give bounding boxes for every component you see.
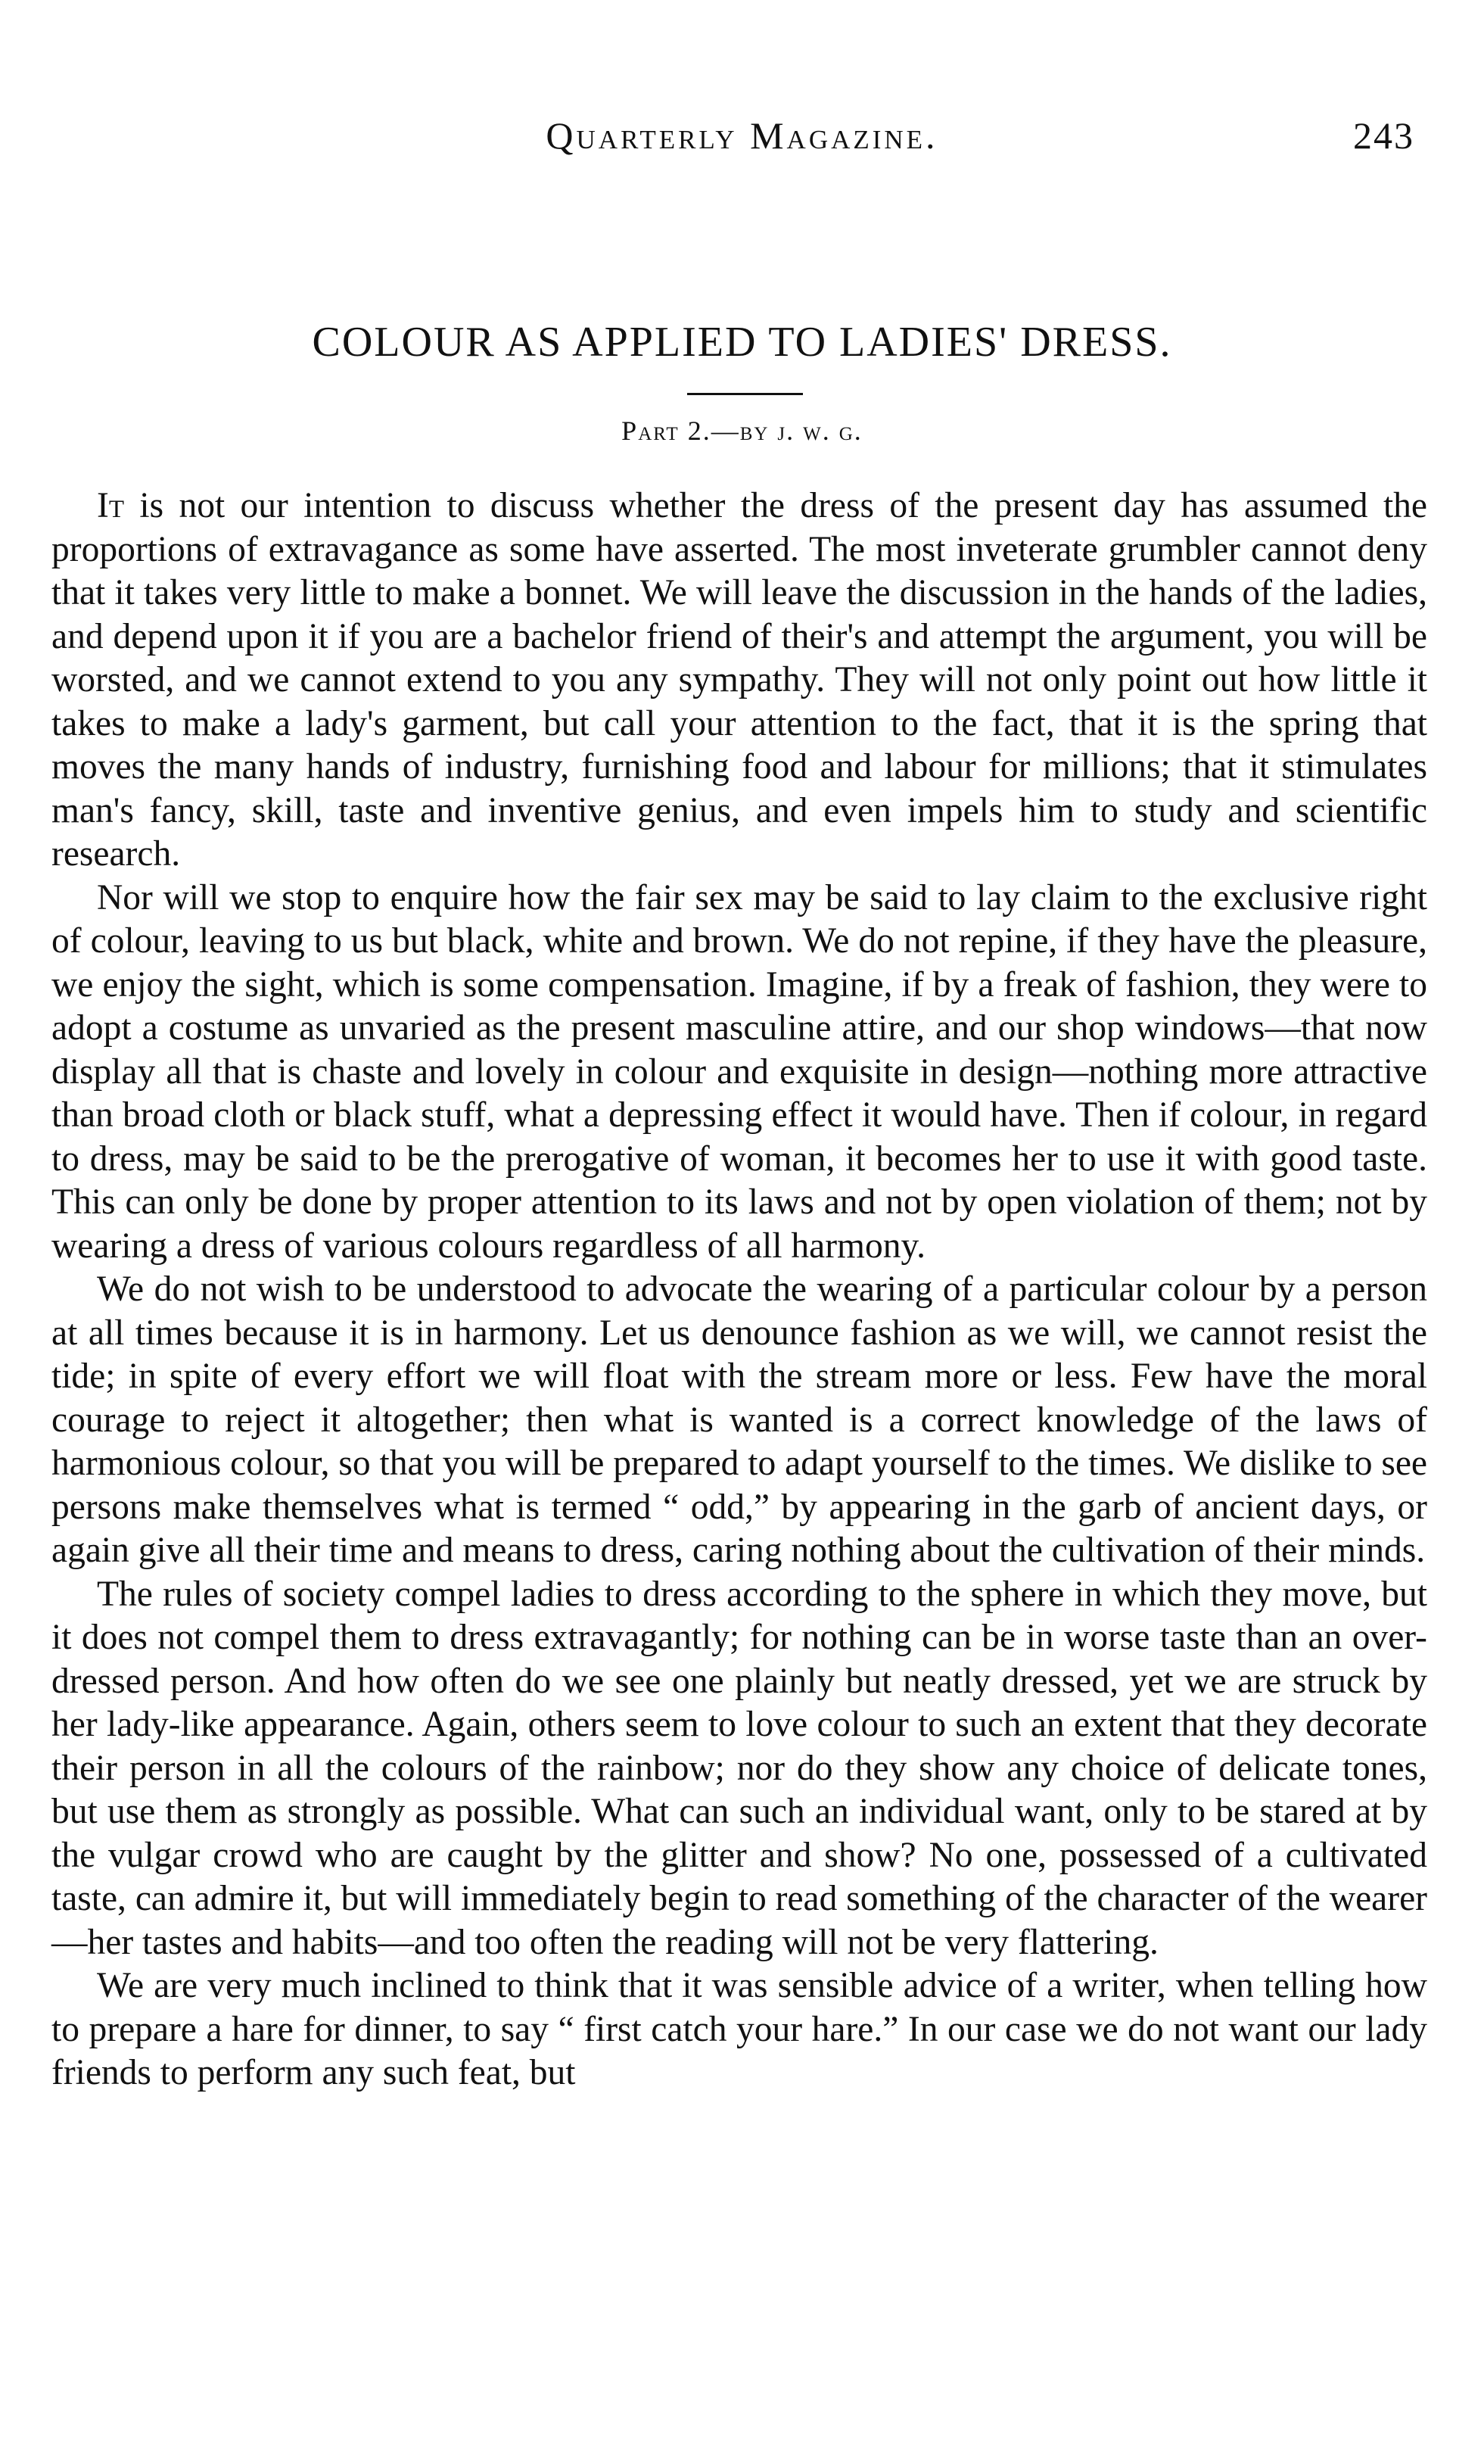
title-rule <box>687 393 803 395</box>
paragraph-3 <box>51 1268 1427 1573</box>
paragraph-1 <box>51 484 1427 877</box>
paragraph-lead: It <box>97 486 124 525</box>
paragraph-4 <box>51 1573 1427 1965</box>
paragraph-text: We do not wish to be understood to advocate the wearing of a particular colour by a person at all times because it is in harmony. Let us denounce fashion as we will, we cannot resist the tide; in spite of every effort we will float with the stream more or less. Few have the moral courage to reject it altogether; then what is wanted is a correct knowledge of the laws of harmonious colour, so that you will be prepared to adapt yourself to the times. We dislike to see persons make themselves what is termed “ odd,” by appearing in the garb of ancient days, or again give all their time and means to dress, caring nothing about the cultivation of their minds. <box>51 1269 1427 1570</box>
byline: Part 2.—by j. w. g. <box>621 416 863 446</box>
paragraph-text: We are very much inclined to think that it was sensible advice of a writer, when telling how to prepare a hare for dinner, to say “ first catch your hare.” In our case we do not want our lady friends to perform any such feat, but <box>51 1966 1427 2092</box>
article-title: COLOUR AS APPLIED TO LADIES' DRESS. <box>312 319 1172 366</box>
running-head <box>0 114 1484 167</box>
paragraph-2 <box>51 877 1427 1269</box>
paragraph-text: The rules of society compel ladies to dress according to the sphere in which they move, but it does not compel them to dress extravagantly; for nothing can be in worse taste than an over-dressed person. And how often do we see one plainly but neatly dressed, yet we are struck by her lady-like appearance. Again, others seem to love colour to such an extent that they decorate their person in all the colours of the rainbow; nor do they show any choice of delicate tones, but use them as strongly as possible. What can such an individual want, only to be stared at by the vulgar crowd who are caught by the glitter and show? No one, possessed of a cultivated taste, can admire it, but will immediately begin to read something of the character of the wearer—her tastes and habits—and too often the reading will not be very flattering. <box>51 1574 1427 1962</box>
article-body <box>51 484 1427 2095</box>
page-number: 243 <box>1353 114 1414 157</box>
paragraph-text: Nor will we stop to enquire how the fair sex may be said to lay claim to the exclusive right of colour, leaving to us but black, white and brown. We do not repine, if they have the pleasure, we enjoy the sight, which is some compensation. Imagine, if by a freak of fashion, they were to adopt a costume as unvaried as the present masculine attire, and our shop windows—that now display all that is chaste and lovely in colour and exquisite in design—nothing more attractive than broad cloth or black stuff, what a depressing effect it would have. Then if colour, in regard to dress, may be said to be the prerogative of woman, it becomes her to use it with good taste. This can only be done by proper attention to its laws and not by open violation of them; not by wearing a dress of various colours regardless of all harmony. <box>51 877 1427 1266</box>
running-title: Quarterly Magazine. <box>546 114 938 157</box>
paragraph-text: is not our intention to discuss whether the dress of the present day has assumed the proportions of extravagance as some have asserted. The most inveterate grumbler cannot deny that it takes very little to make a bonnet. We will leave the discussion in the hands of the ladies, and depend upon it if you are a bachelor friend of their's and attempt the argument, you will be worsted, and we cannot extend to you any sympathy. They will not only point out how little it takes to make a lady's garment, but call your attention to the fact, that it is the spring that moves the many hands of industry, furnishing food and labour for millions; that it stimulates man's fancy, skill, taste and inventive genius, and even impels him to study and scientific research. <box>51 486 1427 874</box>
paragraph-5 <box>51 1964 1427 2095</box>
